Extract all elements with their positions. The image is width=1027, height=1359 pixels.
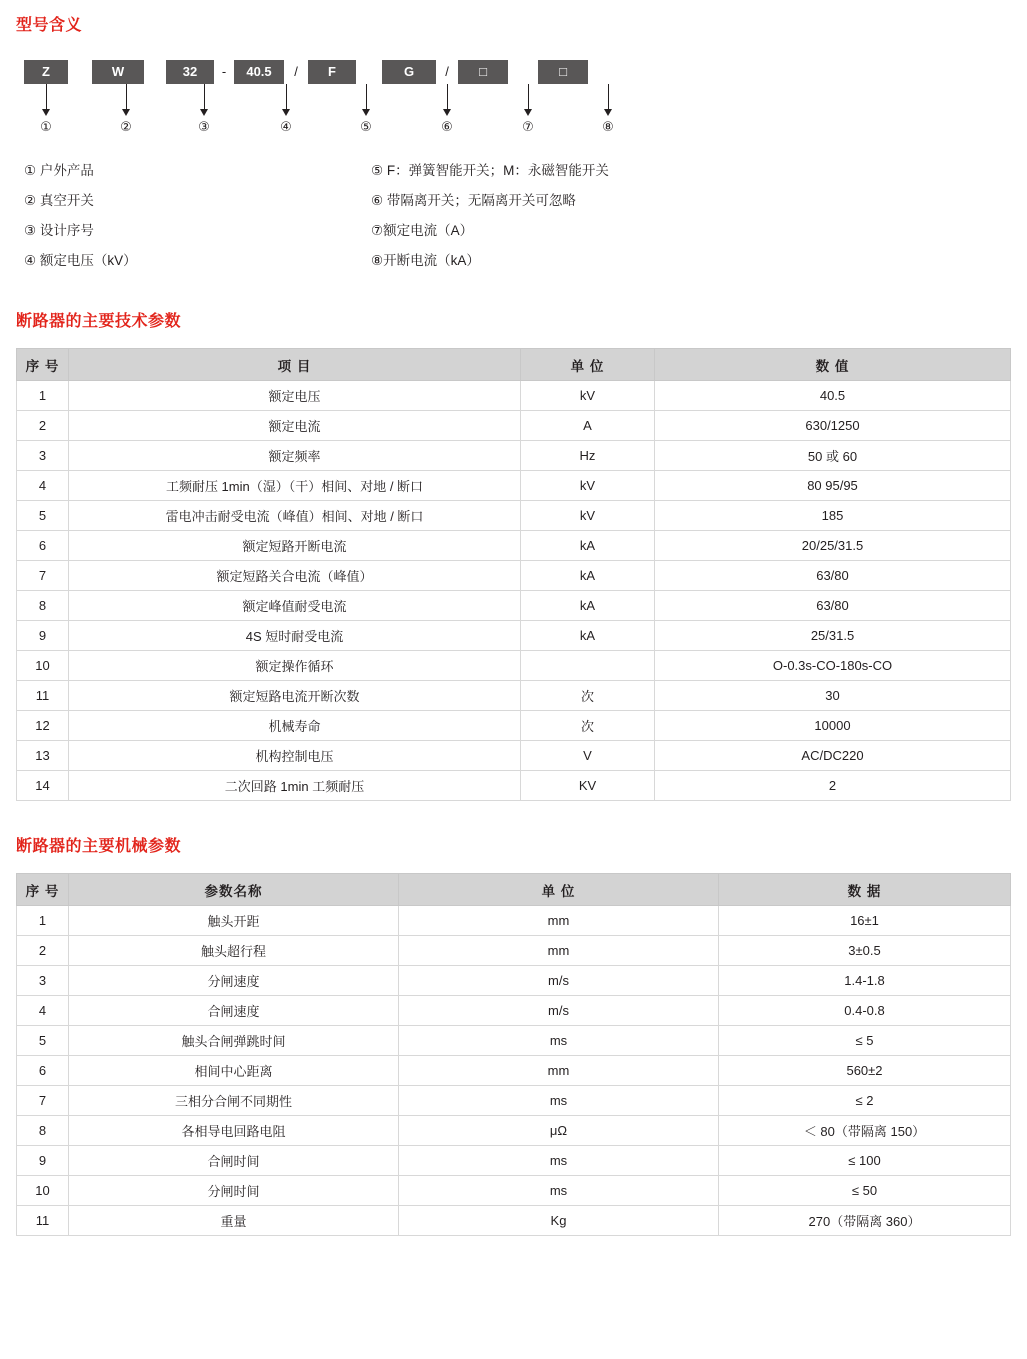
table-row [17,966,1011,996]
cell-value: 25/31.5 [655,621,1011,651]
code-separator-dash: - [221,64,227,79]
cell-unit: m/s [399,996,719,1026]
table-row [17,771,1011,801]
table-row [17,996,1011,1026]
cell-index: 14 [17,771,69,801]
table-row [17,1026,1011,1056]
arrow-down-icon-7 [528,84,529,110]
cell-unit: kV [521,471,655,501]
cell-index: 10 [17,1176,69,1206]
cell-unit: m/s [399,966,719,996]
table-header-row [17,349,1011,381]
page-title-mech: 断路器的主要机械参数 [16,838,182,855]
arrow-down-icon-8 [608,84,609,110]
legend-item-2: ② 真空开关 [24,193,94,208]
cell-index: 11 [17,681,69,711]
code-cell-4: 40.5 [234,60,284,84]
cell-data: ＜ 80（带隔离 150） [719,1116,1011,1146]
cell-value: 185 [655,501,1011,531]
cell-unit: Kg [399,1206,719,1236]
code-cell-1: Z [24,60,68,84]
cell-index: 4 [17,996,69,1026]
cell-index: 1 [17,906,69,936]
model-code-diagram [16,60,1011,276]
table-header-row [17,874,1011,906]
arrow-down-icon-4 [286,84,287,110]
cell-item: 额定频率 [69,441,521,471]
cell-value: 80 95/95 [655,471,1011,501]
marker-3: ③ [198,119,210,134]
cell-index: 5 [17,501,69,531]
arrow-down-icon-3 [204,84,205,110]
column-header-unit: 单 位 [521,349,655,381]
table-row [17,936,1011,966]
model-code-arrows [16,84,1011,118]
legend-item-5: ⑤ F：弹簧智能开关；M：永磁智能开关 [371,163,609,178]
code-cell-6: G [382,60,436,84]
code-separator-slash-1: / [294,64,298,79]
cell-item: 机械寿命 [69,711,521,741]
column-header-item: 项 目 [69,349,521,381]
cell-data: ≤ 100 [719,1146,1011,1176]
cell-data: 560±2 [719,1056,1011,1086]
page-title-model: 型号含义 [16,17,83,34]
cell-index: 6 [17,1056,69,1086]
cell-value: AC/DC220 [655,741,1011,771]
cell-item: 额定电流 [69,411,521,441]
cell-item: 二次回路 1min 工频耐压 [69,771,521,801]
cell-unit: mm [399,936,719,966]
column-header-unit: 单 位 [399,874,719,906]
cell-unit: ms [399,1026,719,1056]
cell-item: 额定短路电流开断次数 [69,681,521,711]
table-row [17,471,1011,501]
cell-item: 机构控制电压 [69,741,521,771]
cell-index: 7 [17,1086,69,1116]
cell-param: 三相分合闸不同期性 [69,1086,399,1116]
cell-index: 2 [17,411,69,441]
code-cell-8: □ [538,60,588,84]
cell-value: 50 或 60 [655,441,1011,471]
cell-value: 40.5 [655,381,1011,411]
code-separator-slash-2: / [445,64,449,79]
cell-data: 270（带隔离 360） [719,1206,1011,1236]
cell-unit: 次 [521,711,655,741]
cell-index: 8 [17,591,69,621]
cell-value: 63/80 [655,591,1011,621]
marker-5: ⑤ [360,119,372,134]
column-header-data: 数 据 [719,874,1011,906]
code-cell-5: F [308,60,356,84]
cell-index: 4 [17,471,69,501]
cell-item: 额定短路开断电流 [69,531,521,561]
cell-value: 10000 [655,711,1011,741]
cell-item: 额定操作循环 [69,651,521,681]
page-title-tech: 断路器的主要技术参数 [16,313,182,330]
cell-param: 重量 [69,1206,399,1236]
code-cell-7: □ [458,60,508,84]
cell-unit: kA [521,531,655,561]
cell-param: 各相导电回路电阻 [69,1116,399,1146]
cell-index: 1 [17,381,69,411]
cell-index: 13 [17,741,69,771]
arrow-down-icon-2 [126,84,127,110]
column-header-index: 序 号 [17,349,69,381]
table-row [17,1116,1011,1146]
cell-index: 11 [17,1206,69,1236]
cell-data: 1.4-1.8 [719,966,1011,996]
legend-item-6: ⑥ 带隔离开关；无隔离开关可忽略 [371,193,576,208]
legend-item-8: ⑧开断电流（kA） [371,253,480,268]
cell-index: 12 [17,711,69,741]
cell-unit: mm [399,906,719,936]
cell-param: 分闸速度 [69,966,399,996]
legend-item-1: ① 户外产品 [24,163,94,178]
cell-param: 合闸速度 [69,996,399,1026]
cell-item: 雷电冲击耐受电流（峰值）相间、对地 / 断口 [69,501,521,531]
cell-unit [521,651,655,681]
cell-index: 6 [17,531,69,561]
cell-unit: ms [399,1176,719,1206]
cell-data: 3±0.5 [719,936,1011,966]
column-header-value: 数 值 [655,349,1011,381]
cell-param: 合闸时间 [69,1146,399,1176]
legend-item-4: ④ 额定电压（kV） [24,253,137,268]
cell-item: 工频耐压 1min（湿）（干）相间、对地 / 断口 [69,471,521,501]
table-row [17,591,1011,621]
table-row [17,1146,1011,1176]
cell-item: 额定短路关合电流（峰值） [69,561,521,591]
cell-item: 额定峰值耐受电流 [69,591,521,621]
cell-unit: kA [521,621,655,651]
table-row [17,651,1011,681]
cell-item: 4S 短时耐受电流 [69,621,521,651]
cell-value: 2 [655,771,1011,801]
legend-item-7: ⑦额定电流（A） [371,223,474,238]
table-row [17,711,1011,741]
table-row [17,411,1011,441]
arrow-down-icon-6 [447,84,448,110]
cell-param: 触头开距 [69,906,399,936]
mechanical-parameters-table [16,873,1011,1236]
marker-8: ⑧ [602,119,614,134]
cell-value: 20/25/31.5 [655,531,1011,561]
table-row [17,681,1011,711]
legend-column-right [371,156,931,276]
cell-unit: kV [521,501,655,531]
mechanical-parameters-body [17,906,1011,1236]
cell-unit: ms [399,1086,719,1116]
table-row [17,531,1011,561]
cell-data: ≤ 5 [719,1026,1011,1056]
technical-parameters-body [17,381,1011,801]
cell-param: 触头超行程 [69,936,399,966]
cell-data: ≤ 2 [719,1086,1011,1116]
cell-unit: μΩ [399,1116,719,1146]
table-row [17,501,1011,531]
cell-unit: ms [399,1146,719,1176]
cell-unit: A [521,411,655,441]
table-row [17,561,1011,591]
cell-value: 63/80 [655,561,1011,591]
cell-index: 5 [17,1026,69,1056]
cell-value: 630/1250 [655,411,1011,441]
code-cell-3: 32 [166,60,214,84]
cell-param: 相间中心距离 [69,1056,399,1086]
code-cell-2: W [92,60,144,84]
legend-item-3: ③ 设计序号 [24,223,94,238]
cell-data: ≤ 50 [719,1176,1011,1206]
marker-6: ⑥ [441,119,453,134]
cell-unit: Hz [521,441,655,471]
marker-7: ⑦ [522,119,534,134]
table-row [17,1176,1011,1206]
table-row [17,621,1011,651]
cell-unit: kA [521,561,655,591]
table-row [17,441,1011,471]
cell-unit: kA [521,591,655,621]
marker-2: ② [120,119,132,134]
table-row [17,381,1011,411]
cell-index: 3 [17,441,69,471]
cell-unit: V [521,741,655,771]
arrow-down-icon-1 [46,84,47,110]
model-code-legend [16,156,1011,276]
cell-unit: kV [521,381,655,411]
model-code-markers [16,118,1011,142]
cell-value: 30 [655,681,1011,711]
cell-item: 额定电压 [69,381,521,411]
cell-index: 8 [17,1116,69,1146]
table-row [17,1206,1011,1236]
table-row [17,906,1011,936]
cell-param: 分闸时间 [69,1176,399,1206]
cell-index: 3 [17,966,69,996]
cell-data: 0.4-0.8 [719,996,1011,1026]
table-row [17,1056,1011,1086]
cell-index: 9 [17,1146,69,1176]
cell-index: 9 [17,621,69,651]
cell-index: 10 [17,651,69,681]
table-row [17,1086,1011,1116]
column-header-param: 参数名称 [69,874,399,906]
cell-param: 触头合闸弹跳时间 [69,1026,399,1056]
cell-index: 2 [17,936,69,966]
marker-4: ④ [280,119,292,134]
column-header-index: 序 号 [17,874,69,906]
technical-parameters-table [16,348,1011,801]
marker-1: ① [40,119,52,134]
legend-column-left [16,156,371,276]
cell-unit: mm [399,1056,719,1086]
cell-data: 16±1 [719,906,1011,936]
cell-unit: KV [521,771,655,801]
cell-value: O-0.3s-CO-180s-CO [655,651,1011,681]
cell-unit: 次 [521,681,655,711]
arrow-down-icon-5 [366,84,367,110]
cell-index: 7 [17,561,69,591]
table-row [17,741,1011,771]
model-code-row [16,60,1011,84]
